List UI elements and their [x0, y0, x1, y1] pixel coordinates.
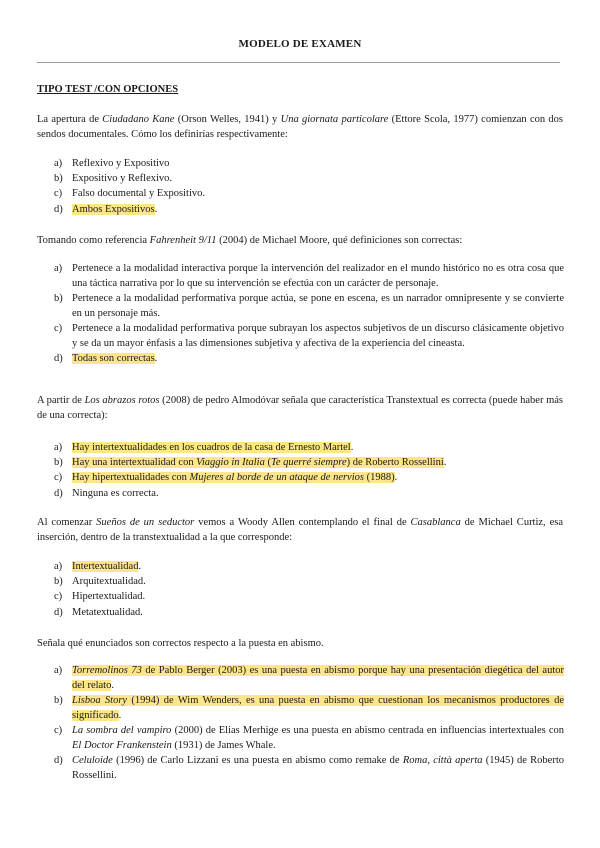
question-5-options [54, 664, 564, 784]
film-title: Sueños de un seductor [96, 517, 195, 528]
highlighted-answer: Todas son correctas [72, 352, 155, 364]
film-title: Casablanca [410, 517, 461, 528]
question-5-text: Señala qué enunciados son correctos respecto a la puesta en abismo. [37, 638, 324, 649]
page-title: MODELO DE EXAMEN [238, 38, 362, 50]
option-a: a) Torremolinos 73 de Pablo Berger (2003) es una puesta en abismo porque hay una presentación diegética del autor del relato. [54, 665, 564, 691]
option-a: a) Hay intertextualidades en los cuadros de la casa de Ernesto Martel. [54, 442, 354, 453]
option-d: d) Metatextualidad. [54, 606, 143, 618]
question-2-options [54, 262, 564, 367]
question-3-text: A partir de [37, 395, 85, 406]
option-d: d) Celuloide (1996) de Carlo Lizzani es una puesta en abismo como remake de Roma, città aperta (1945) de Roberto Rossellini. [54, 754, 564, 781]
film-title: Una giornata particolare [280, 114, 389, 125]
question-4-text: vemos a Woody Allen contemplando el final de [194, 517, 411, 528]
option-d: d) Ambos Expositivos. [54, 203, 158, 215]
option-b: b) Pertenece a la modalidad performativa porque actúa, se pone en escena, es un narrador omnipresente y se convierte en un personaje más. [54, 292, 564, 319]
question-3-text: (2008) de pedro Almodóvar señala que característica Transtextual es correcta (puede haber más de una correcta): [37, 395, 564, 421]
option-b: b) Expositivo y Reflexivo. [54, 173, 173, 185]
option-c: c) Hay hipertextualidades con Mujeres al borde de un ataque de nervios (1988). [54, 472, 398, 484]
film-title: Ciudadano Kane [102, 114, 175, 125]
option-b: b) Lisboa Story (1994) de Wim Wenders, es una puesta en abismo que cuestionan los mecanismos productores de significado. [54, 694, 564, 721]
option-c: c) La sombra del vampiro (2000) de Elias Merhige es una puesta en abismo centrada en influencias intertextuales con El Doctor Frankenstein (1931) de James Whale. [54, 724, 564, 751]
option-a: a) Reflexivo y Expositivo [54, 158, 170, 169]
highlighted-answer: Hay hipertextualidades con Mujeres al borde de un ataque de nervios (1988) [72, 472, 395, 484]
question-1 [37, 112, 563, 142]
question-1-text: La apertura de [37, 114, 103, 125]
highlighted-answer: Torremolinos 73 de Pablo Berger (2003) es una puesta en abismo porque hay una presentación diegética del autor del relato [72, 665, 564, 691]
highlighted-answer: Lisboa Story (1994) de Wim Wenders, es una puesta en abismo que cuestionan los mecanismos productores de significado [72, 694, 564, 721]
question-4 [37, 515, 563, 545]
highlighted-answer: Hay una intertextualidad con Viaggio in Italia (Te querré siempre) de Roberto Rossellini [72, 457, 444, 469]
question-1-options [54, 157, 564, 218]
highlighted-answer: Ambos Expositivos [72, 203, 155, 215]
section-heading: TIPO TEST /CON OPCIONES [37, 84, 179, 95]
option-a: a) Pertenece a la modalidad interactiva porque la intervención del realizador en el mundo histórico no es otra cosa que una táctica narrativa por lo que su intervención se efectúa con un carácter de personaje. [54, 263, 564, 289]
option-b: b) Hay una intertextualidad con Viaggio in Italia (Te querré siempre) de Roberto Rossellini. [54, 457, 447, 469]
question-1-text: (Orson Welles, 1941) y [174, 114, 281, 125]
question-2-text: Tomando como referencia [37, 235, 150, 246]
option-d: d) Todas son correctas. [54, 352, 158, 364]
question-2-text: (2004) de Michael Moore, qué definiciones son correctas: [216, 235, 463, 246]
question-1-text: (Ettore Scola, 1977) comienzan con dos sendos documentales. Cómo los definirías respectivamente: [37, 114, 563, 140]
option-c: c) Hipertextualidad. [54, 591, 146, 603]
highlighted-answer: Hay intertextualidades en los cuadros de la casa de Ernesto Martel [72, 442, 351, 453]
film-title: Los abrazos rotos [84, 395, 160, 406]
option-b: b) Arquitextualidad. [54, 576, 146, 588]
question-3-options [54, 441, 564, 502]
question-2 [37, 233, 563, 248]
title-divider [37, 62, 560, 63]
highlighted-answer: Intertextualidad [72, 561, 139, 572]
option-c: c) Falso documental y Expositivo. [54, 188, 205, 200]
option-d: d) Ninguna es correcta. [54, 487, 159, 499]
film-title: Fahrenheit 9/11 [149, 235, 217, 246]
question-4-text: de Michael Curtiz, esa inserción, dentro de la transtextualidad a la que corresponde: [37, 517, 564, 543]
question-5 [37, 636, 563, 651]
option-a: a) Intertextualidad. [54, 561, 142, 572]
question-4-options [54, 560, 564, 621]
option-c: c) Pertenece a la modalidad performativa porque subrayan los aspectos subjetivos de un discurso clásicamente objetivo y se da un mayor énfasis a las dimensiones subjetiva y afectiva de la experiencia del cineasta. [54, 322, 564, 349]
question-4-text: Al comenzar [37, 517, 97, 528]
question-3 [37, 393, 563, 423]
